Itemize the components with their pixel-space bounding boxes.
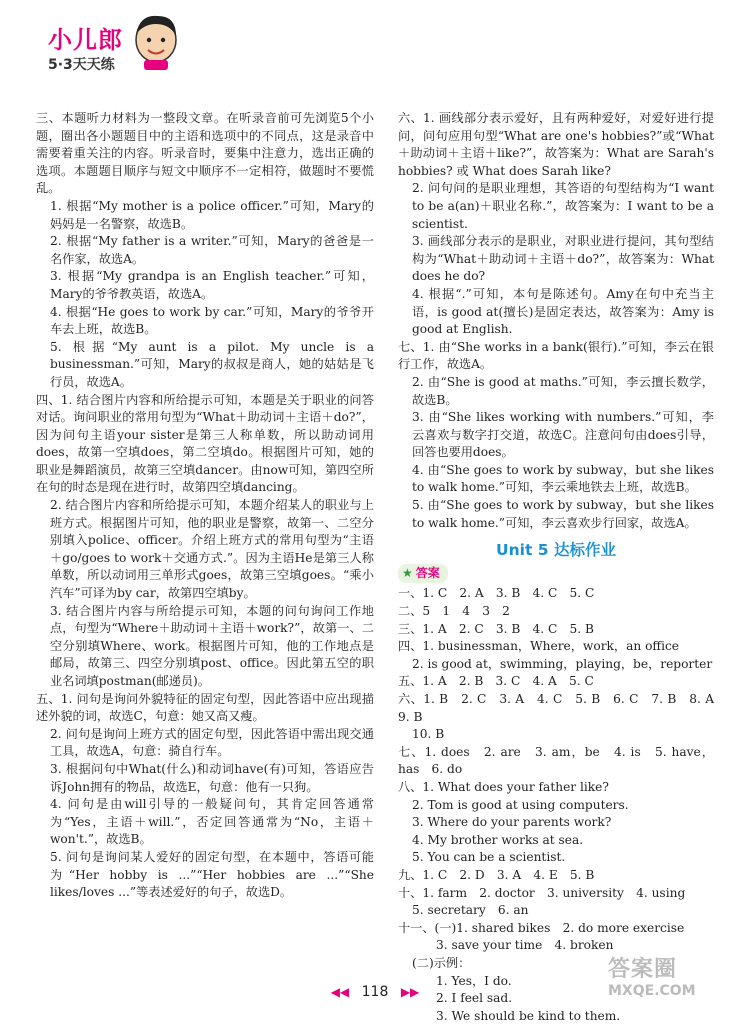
left-column (36, 110, 374, 902)
text-paragraph: (二)示例： (412, 955, 471, 970)
text-paragraph: 2. 问句问的是职业理想，其答语的句型结构为“I want to be a(an)＋职业名称.”，故答案为：I want to be a scientist. (412, 181, 714, 231)
text-paragraph: 九、1. C 2. D 3. A 4. E 5. B (398, 867, 595, 882)
text-paragraph: 3. We should be kind to them. (436, 1008, 621, 1023)
mascot-icon (130, 10, 182, 72)
star-icon: ★ (402, 565, 413, 580)
text-paragraph: 2. I feel sad. (436, 991, 513, 1006)
text-paragraph: 3. 根据问句中What(什么)和动词have(有)可知，答语应告诉John拥有的物品，故选E，句意：他有一只狗。 (50, 761, 374, 794)
text-paragraph: 五、1. A 2. B 3. C 4. A 5. C (398, 674, 594, 689)
right-column (398, 110, 727, 1025)
answer-label: 答案 (415, 565, 440, 580)
exercise-explanations (398, 110, 714, 532)
text-paragraph: 4. My brother works at sea. (412, 832, 584, 847)
double-left-arrow-icon: ◀◀ (330, 985, 350, 999)
text-paragraph: 4. 根据“.”可知，本句是陈述句。Amy在句中充当主语，is good at(擅长)是固定表达，故答案为：Amy is good at English. (412, 286, 714, 337)
text-paragraph: 十、1. farm 2. doctor 3. university 4. using (398, 885, 686, 900)
text-paragraph: 4. 根据“He goes to work by car.”可知，Mary的爷爷开车去上班，故选B。 (50, 304, 374, 337)
text-paragraph: 3. Where do your parents work? (412, 815, 612, 830)
text-paragraph: 七、1. 由“She works in a bank(银行).”可知，李云在银行工作，故选A。 (398, 339, 714, 372)
text-paragraph: 八、1. What does your father like? (398, 779, 609, 794)
logo-title: 小儿郎 (48, 26, 123, 54)
text-paragraph: 2. Tom is good at using computers. (412, 797, 629, 812)
text-paragraph: 5. You can be a scientist. (412, 850, 566, 865)
text-paragraph: 1. Yes，I do. (436, 973, 512, 988)
text-paragraph: 一、1. C 2. A 3. B 4. C 5. C (398, 586, 595, 601)
double-right-arrow-icon: ▶▶ (400, 985, 420, 999)
text-paragraph: 五、1. 问句是询问外貌特征的固定句型，因此答语中应出现描述外貌的词，故选C，句意：她又高又瘦。 (36, 691, 374, 724)
text-paragraph: 四、1. businessman，Where，work，an office (398, 639, 680, 654)
text-paragraph: 3. 根据“My grandpa is an English teacher.”可知，Mary的爷爷教英语，故选A。 (50, 269, 374, 301)
answer-label-badge (398, 564, 448, 584)
text-paragraph: 3. 由“She likes working with numbers.”可知，李云喜欢与数字打交道，故选C。注意问句由does引导，回答也要用does。 (412, 410, 714, 460)
text-paragraph: 2. 由“She is good at maths.”可知，李云擅长数学，故选B。 (412, 374, 714, 407)
text-paragraph: 2. 结合图片内容和所给提示可知，本题介绍某人的职业与上班方式。根据图片可知，他的职业是警察，故第一、二空分别填入police、officer。介绍上班方式的常用句型为“主语＋go/goes to work＋交通方式.”。因为主语He是第三人称单数，所以动词用三单形式goes，故第三空填goes。“乘小汽车”可译为by car，故第四空填by。 (50, 498, 374, 601)
text-paragraph: 2. is good at，swimming，playing，be，reporter (412, 656, 713, 671)
text-paragraph: 3. 结合图片内容与所给提示可知，本题的问句询问工作地点，句型为“Where＋助动词＋主语＋work?”，故第一、二空分别填Where、work。根据图片可知，他的工作地点是邮局，故第三、四空分别填post、office。因此第五空的职业名词填postman(邮递员)。 (50, 603, 374, 688)
text-paragraph: 七、1. does 2. are 3. am，be 4. is 5. have，has 6. do (398, 744, 714, 777)
text-paragraph: 5. 根据“My aunt is a pilot. My uncle is a businessman.”可知，Mary的叔叔是商人，她的姑姑是飞行员，故选A。 (50, 339, 374, 389)
watermark-title: 答案圈 (608, 957, 678, 982)
text-paragraph: 六、1. B 2. C 3. A 4. C 5. B 6. C 7. B 8. A 9. B (398, 692, 727, 724)
text-paragraph: 5. secretary 6. an (412, 903, 529, 918)
unit-title: Unit 5 达标作业 (496, 541, 616, 560)
text-paragraph: 六、1. 画线部分表示爱好，且有两种爱好，对爱好进行提问，问句应用句型“What are one's hobbies?”或“What＋助动词＋主语＋like?”，故答案为：What are Sarah's hobbies? 或 What does Sarah like? (398, 111, 714, 178)
text-paragraph: 三、本题听力材料为一整段文章。在听录音前可先浏览5个小题，圈出各小题题目中的主语和选项中的不同点，这是录音中需要着重关注的内容。听录音时，要集中注意力，选出正确的选项。本题题目顺序与短文中顺序不一定相符，做题时不要慌乱。 (36, 111, 374, 196)
logo-subtitle: 5·3天天练 (48, 57, 115, 73)
text-paragraph: 四、1. 结合图片内容和所给提示可知，本题是关于职业的问答对话。询问职业的常用句型为“What＋助动词＋主语＋do?”，因为问句主语your sister是第三人称单数，所以助动词用does，故第一空填does，第二空填do。根据图片可知，她的职业是舞蹈演员，故第三空填dancer。由now可知，第四空所在句的时态是现在进行时，故第四空填dancing。 (36, 392, 374, 495)
text-paragraph: 3. save your time 4. broken (436, 938, 614, 953)
text-paragraph: 1. 根据“My mother is a police officer.”可知，Mary的妈妈是一名警察，故选B。 (50, 198, 374, 231)
text-paragraph: 5. 问句是询问某人爱好的固定句型，在本题中，答语可能为“Her hobby is ...”“Her hobbies are ...”“She likes/loves ...”等表述爱好的句子，故选D。 (50, 849, 374, 900)
text-paragraph: 2. 根据“My father is a writer.”可知，Mary的爸爸是一名作家，故选A。 (50, 234, 374, 266)
text-paragraph: 3. 画线部分表示的是职业，对职业进行提问，其句型结构为“What＋助动词＋主语＋do?”，故答案为：What does he do? (412, 234, 714, 284)
watermark (608, 952, 728, 1012)
book-logo (48, 8, 188, 80)
page-number: 118 (361, 984, 389, 1000)
text-paragraph: 三、1. A 2. C 3. B 4. C 5. B (398, 621, 594, 636)
text-paragraph: 十一、(一)1. shared bikes 2. do more exercise (398, 920, 685, 935)
text-paragraph: 10. B (412, 727, 445, 742)
text-paragraph: 5. 由“She goes to work by subway，but she likes to walk home.”可知，李云喜欢步行回家，故选A。 (412, 498, 714, 530)
text-paragraph: 4. 由“She goes to work by subway，but she likes to walk home.”可知，李云乘地铁去上班，故选B。 (412, 462, 714, 495)
text-paragraph: 4. 问句是由will引导的一般疑问句，其肯定回答通常为“Yes，主语＋will.”，否定回答通常为“No，主语＋won't.”，故选B。 (50, 797, 374, 847)
text-paragraph: 2. 问句是询问上班方式的固定句型，因此答语中需出现交通工具，故选A，句意：骑自行车。 (50, 726, 374, 759)
watermark-url: MXQE.COM (608, 983, 696, 999)
text-paragraph: 二、5 1 4 3 2 (398, 604, 510, 619)
